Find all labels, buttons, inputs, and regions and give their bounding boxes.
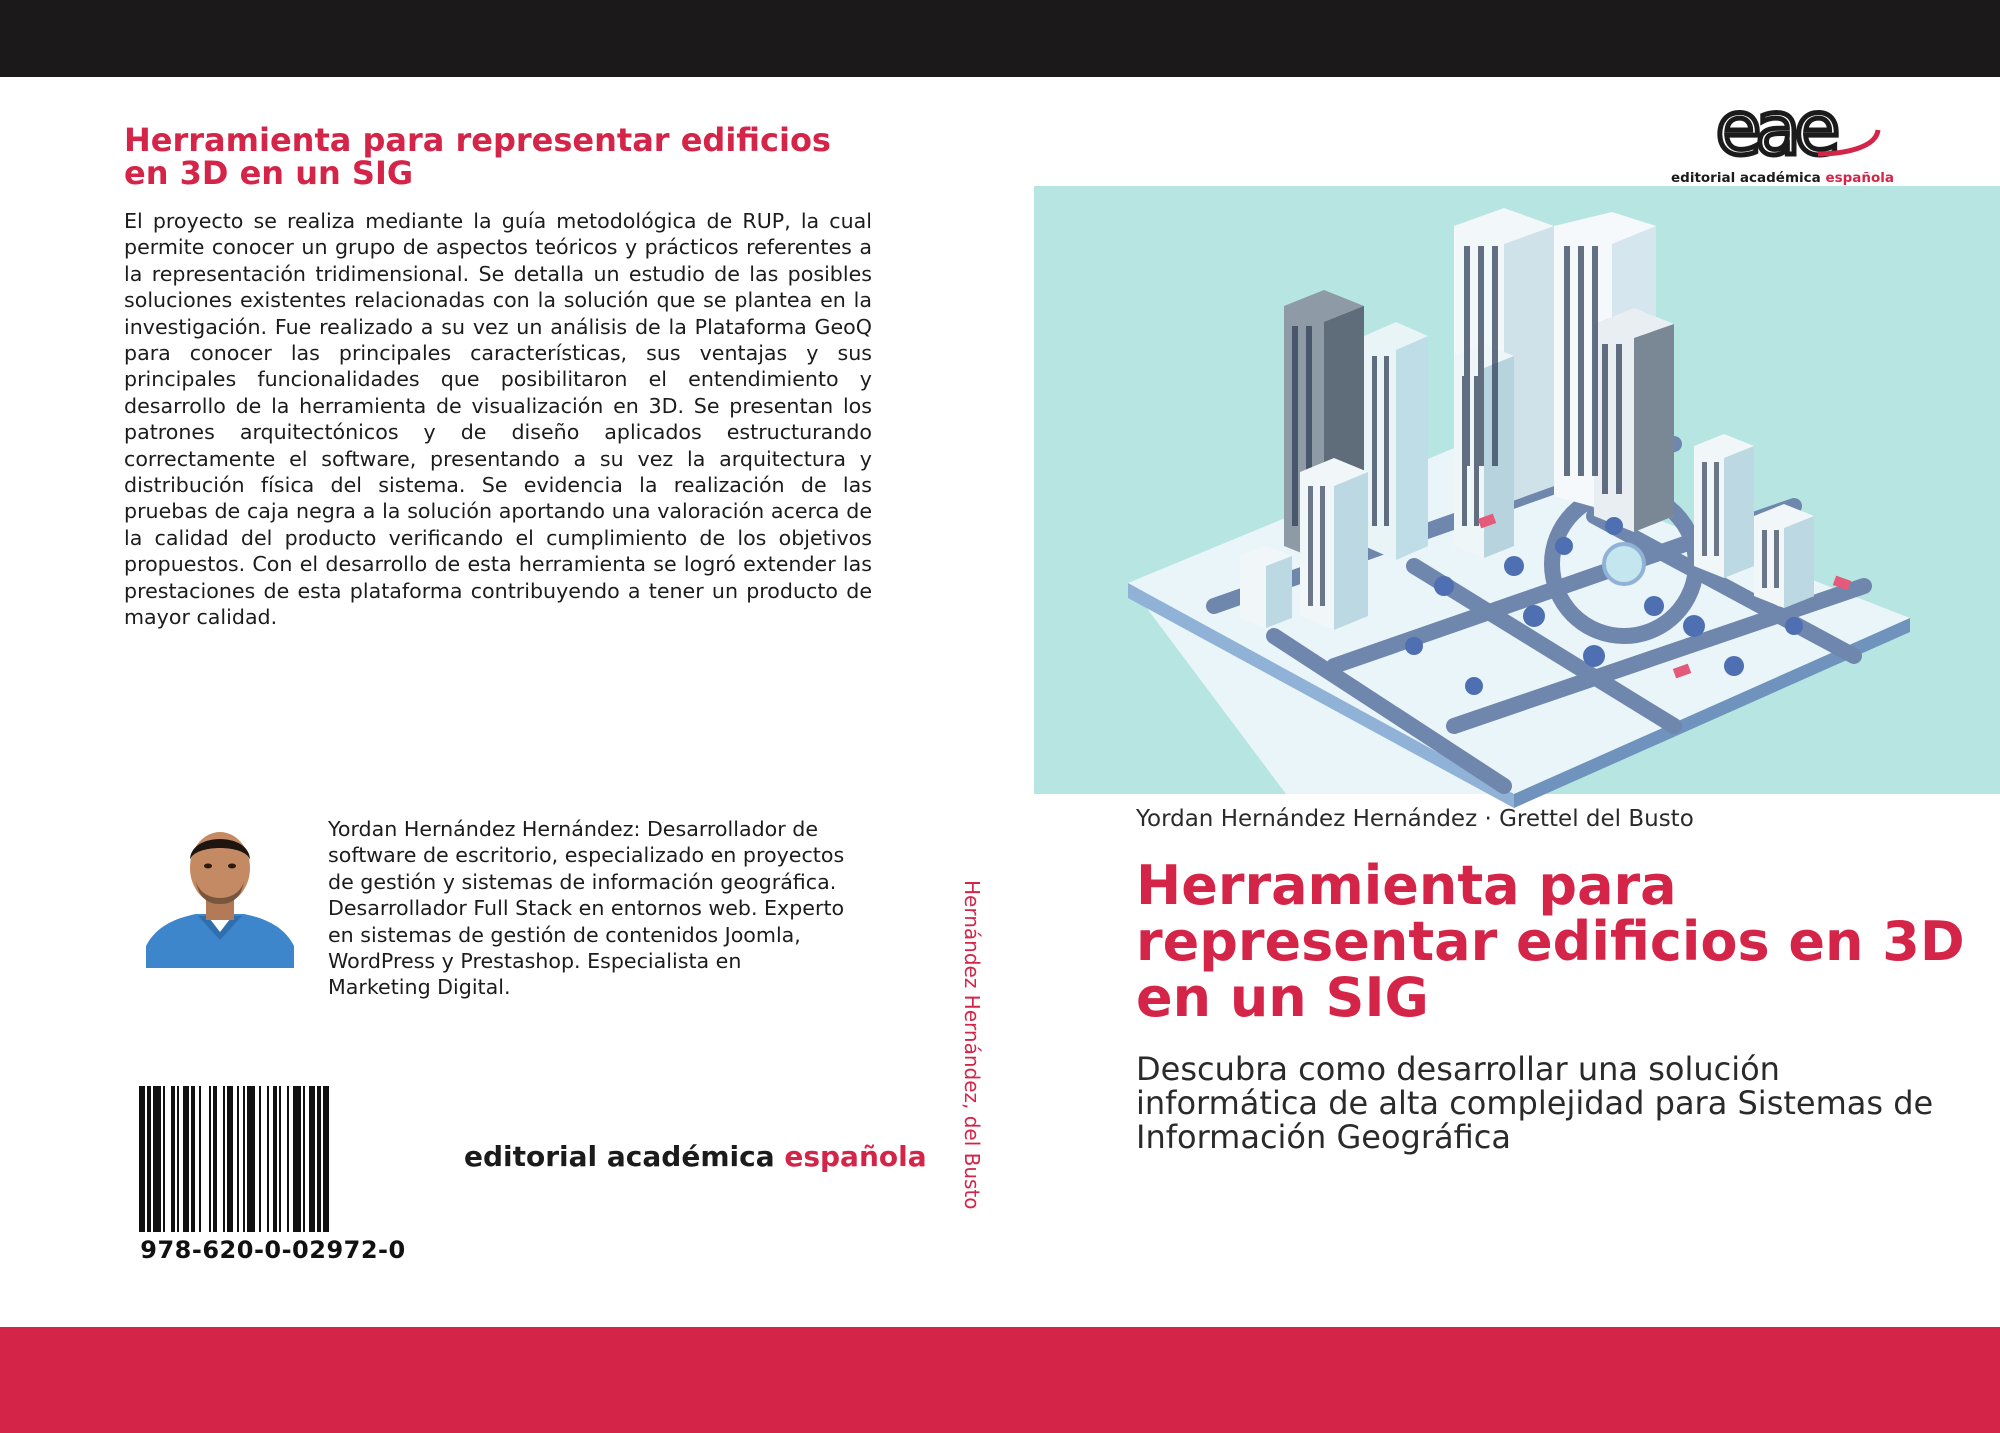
top-bar [0, 0, 2000, 77]
back-publisher-name [464, 1140, 927, 1173]
logo-caption-accent: española [1825, 170, 1895, 186]
logo-caption-main: editorial académica [1671, 170, 1826, 186]
spine-authors: Hernández Hernández, del Busto [960, 880, 984, 1210]
front-authors: Yordan Hernández Hernández · Grettel del Busto [1136, 806, 1694, 832]
author-bio: Yordan Hernández Hernández: Desarrollador de software de escritorio, especializado en proyectos de gestión y sistemas de información geográfica. Desarrollador Full Stack en entornos web. Experto en sistemas de gestión de contenidos Joomla, WordPress y Prestashop. Especialista en Marketing Digital. [328, 817, 845, 1000]
publisher-name-accent: española [784, 1140, 927, 1173]
author-portrait-icon [146, 818, 294, 968]
isbn-barcode-icon [137, 1086, 409, 1232]
back-cover-title: Herramienta para representar edificios en 3D en un SIG [124, 121, 831, 192]
svg-text:editorial académica española [1671, 170, 1894, 186]
front-cover-title: Herramienta para representar edificios en 3D en un SIG [1136, 854, 1965, 1029]
eae-logo-icon [1668, 86, 1895, 188]
back-cover-blurb: El proyecto se realiza mediante la guía metodológica de RUP, la cual permite conocer un grupo de aspectos teóricos y prácticos referentes a la representación tridimensional. Se detalla un estudio de las posibles soluciones existentes relacionadas con la solución que se plantea en la investigación. Fue realizado a su vez un análisis de la Plataforma GeoQ para conocer las principales características, sus ventajas y sus principales funcionalidades que posibilitaron el entendimiento y desarrollo de la herramienta de visualización en 3D. Se presentan los patrones arquitectónicos y de diseño aplicados estructurando correctamente el software, presentando a su vez la arquitectura y distribución física del sistema. Se evidencia la realización de las pruebas de caja negra a la solución aportando una valoración acerca de la calidad del producto verificando el cumplimiento de los objetivos propuestos. Con el desarrollo de esta herramienta se logró extender las prestaciones de esta plataforma contribuyendo a tener un producto de mayor calidad. [124, 209, 872, 630]
isbn-number: 978-620-0-02972-0 [140, 1236, 406, 1264]
publisher-name-main: editorial académica [464, 1140, 785, 1173]
logo-letters: eae [1715, 86, 1835, 172]
isometric-city-illustration-icon [1034, 186, 2000, 794]
front-cover-subtitle: Descubra como desarrollar una solución informática de alta complejidad para Sistemas de Información Geográfica [1136, 1050, 1934, 1156]
bottom-bar [0, 1327, 2000, 1433]
